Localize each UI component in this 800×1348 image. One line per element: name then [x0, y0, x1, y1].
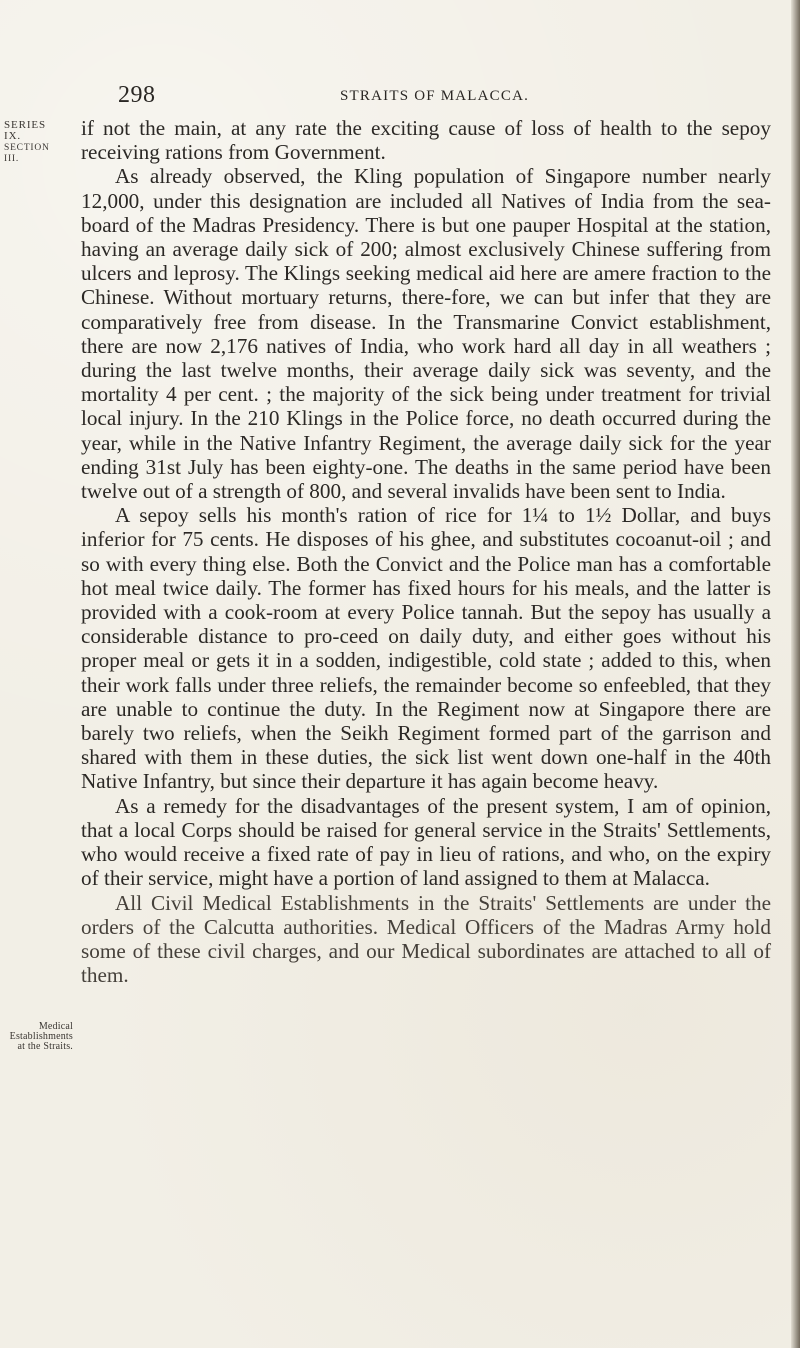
section-label: SECTION III. — [4, 143, 50, 164]
series-label: SERIES IX. — [4, 119, 47, 142]
paragraph-1: if not the main, at any rate the exciting cause of loss of health to the sepoy receiving rations from Government. — [81, 116, 771, 165]
main-text — [81, 116, 771, 987]
paragraph-2: As already observed, the Kling population of Singapore number nearly 12,000, under this designation are included all Natives of India from the sea-board of the Madras Presidency. There is but one pauper Hospital at the station, having an average daily sick of 200; almost exclusively Chinese suffering from ulcers and leprosy. The Klings seeking medical aid here are amere fraction to the Chinese. Without mortuary returns, there-fore, we can but infer that they are comparatively free from disease. In the Transmarine Convict establishment, there are now 2,176 natives of India, who work hard all day in all weathers ; during the last twelve months, their average daily sick was seventy, and the mortality 4 per cent. ; the majority of the sick being under treatment for trivial local injury. In the 210 Klings in the Police force, no death occurred during the year, while in the Native Infantry Regiment, the average daily sick for the year ending 31st July has been eighty-one. The deaths in the same period have been twelve out of a strength of 800, and several invalids have been sent to India. — [81, 164, 771, 504]
paragraph-5: All Civil Medical Establishments in the Straits' Settlements are under the orders of the Calcutta authorities. Medical Officers of the Madras Army hold some of these civil charges, and our Medical subordinates are attached to all of them. — [81, 890, 771, 988]
running-title: STRAITS OF MALACCA. — [340, 88, 530, 104]
paragraph-3: A sepoy sells his month's ration of rice for 1¼ to 1½ Dollar, and buys inferior for 75 cents. He disposes of his ghee, and substitutes cocoanut-oil ; and so with every thing else. Both the Convict and the Police man has a comfortable hot meal twice daily. The former has fixed hours for his meals, and the latter is provided with a cook-room at every Police tannah. But the sepoy has usually a considerable distance to pro-ceed on daily duty, and either goes without his proper meal or gets it in a sodden, indigestible, cold state ; added to this, when their work falls under three reliefs, the remainder become so enfeebled, that they are unable to continue the duty. In the Regiment now at Singapore there are barely two reliefs, when the Seikh Regiment formed part of the garrison and shared with them in these duties, the sick list went down one-half in the 40th Native Infantry, but since their departure it has again become heavy. — [81, 503, 771, 794]
page-number: 298 — [118, 82, 156, 108]
paragraph-4: As a remedy for the disadvantages of the present system, I am of opinion, that a local Corps should be raised for general service in the Straits' Settlements, who would receive a fixed rate of pay in lieu of rations, and who, on the expiry of their service, might have a portion of land assigned to them at Malacca. — [81, 793, 771, 891]
medical-establishments-marginal-note: Medical Establishments at the Straits. — [9, 1021, 73, 1052]
page-header — [118, 82, 728, 110]
page-edge-shadow — [791, 0, 800, 1348]
series-section-marginal-note — [4, 120, 62, 165]
